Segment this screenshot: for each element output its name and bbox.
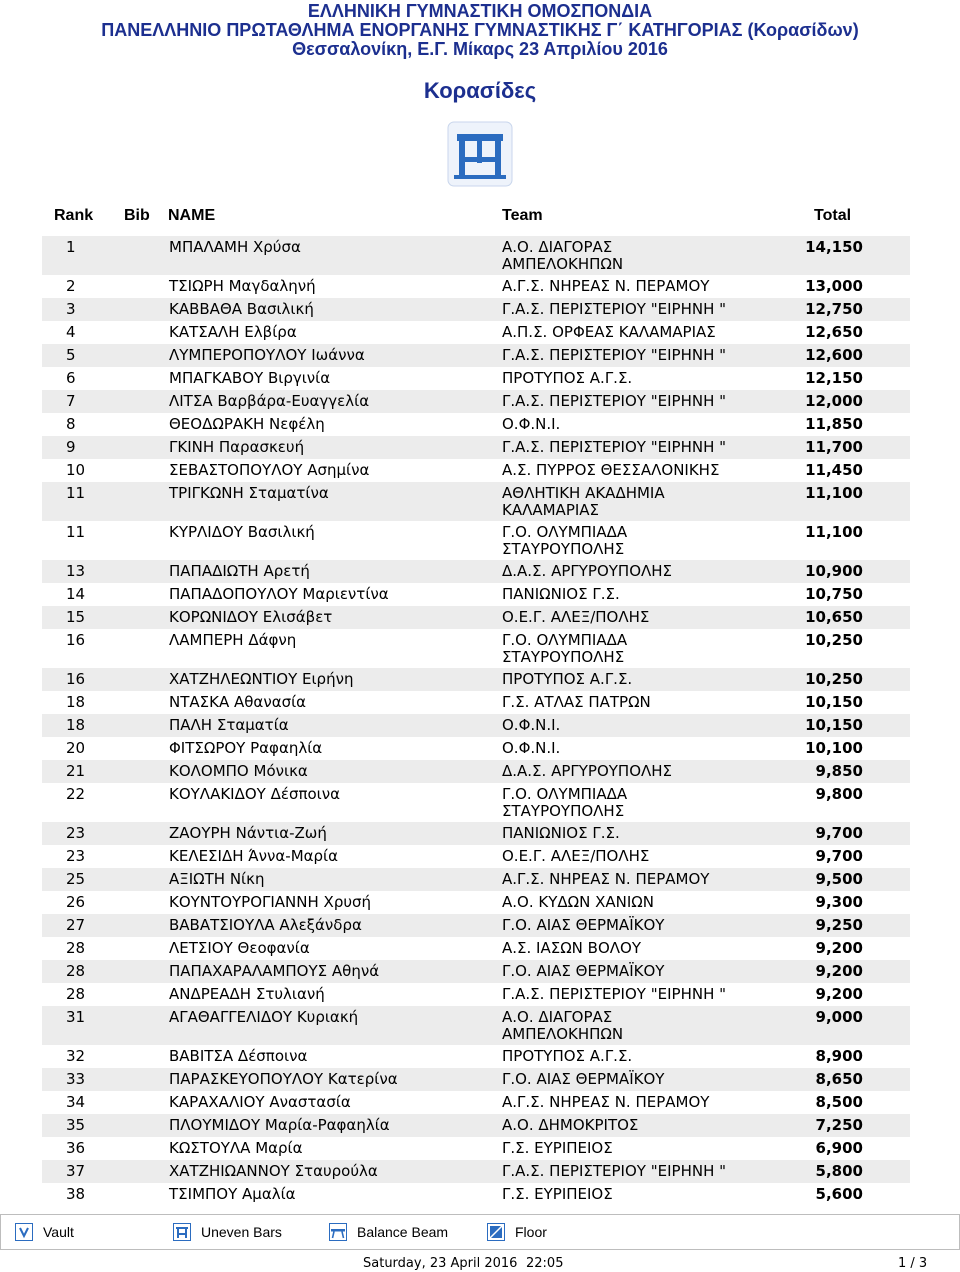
athlete-name-cell: ΠΑΠΑΔΙΩΤΗ Αρετή (169, 562, 310, 580)
team-line: ΠΡΟΤΥΠΟΣ Α.Γ.Σ. (502, 670, 633, 688)
team-line: Α.Σ. ΠΥΡΡΟΣ ΘΕΣΣΑΛΟΝΙΚΗΣ (502, 461, 720, 479)
team-cell (502, 563, 742, 580)
total-score-cell: 11,100 (805, 484, 863, 502)
team-line: Γ.Α.Σ. ΠΕΡΙΣΤΕΡΙΟΥ "ΕΙΡΗΝΗ " (502, 346, 727, 364)
team-line: ΑΜΠΕΛΟΚΗΠΩΝ (502, 255, 624, 273)
total-score-cell: 9,200 (815, 939, 863, 957)
athlete-name-cell: ΓΚΙΝΗ Παρασκευή (169, 438, 305, 456)
table-row (42, 845, 910, 868)
venue-date: Θεσσαλονίκη, Ε.Γ. Μίκαρς 23 Απριλίου 2016 (292, 39, 668, 59)
table-row (42, 1006, 910, 1045)
rank-cell: 7 (66, 392, 76, 410)
rank-cell: 1 (66, 238, 76, 256)
legend-label-balance-beam: Balance Beam (357, 1224, 449, 1240)
team-line: Α.Ο. ΔΙΑΓΟΡΑΣ (502, 1008, 613, 1026)
rank-cell: 28 (66, 962, 86, 980)
athlete-name-cell: ΒΑΒΑΤΣΙΟΥΛΑ Αλεξάνδρα (169, 916, 362, 934)
table-row (42, 783, 910, 822)
total-score-cell: 9,850 (815, 762, 863, 780)
table-row (42, 606, 910, 629)
team-line: Α.Ο. ΚΥΔΩΝ ΧΑΝΙΩΝ (502, 893, 654, 911)
team-line: Ο.Ε.Γ. ΑΛΕΞ/ΠΟΛΗΣ (502, 847, 650, 865)
rank-cell: 23 (66, 824, 86, 842)
team-line: Α.Σ. ΙΑΣΩΝ ΒΟΛΟΥ (502, 939, 641, 957)
total-score-cell: 14,150 (805, 238, 863, 256)
total-score-cell: 6,900 (815, 1139, 863, 1157)
athlete-name-cell: ΤΣΙΜΠΟΥ Αμαλία (169, 1185, 296, 1203)
team-cell (502, 393, 742, 410)
rank-cell: 4 (66, 323, 76, 341)
athlete-name-cell: ΠΑΠΑΧΑΡΑΛΑΜΠΟΥΣ Αθηνά (169, 962, 380, 980)
team-line: ΣΤΑΥΡΟΥΠΟΛΗΣ (502, 648, 625, 666)
total-score-cell: 9,250 (815, 916, 863, 934)
vault-icon (15, 1223, 33, 1241)
rank-cell: 37 (66, 1162, 86, 1180)
rank-cell: 35 (66, 1116, 86, 1134)
table-row (42, 1160, 910, 1183)
team-line: Α.Γ.Σ. ΝΗΡΕΑΣ Ν. ΠΕΡΑΜΟΥ (502, 1093, 710, 1111)
results-table (42, 236, 910, 1206)
team-line: ΑΘΛΗΤΙΚΗ ΑΚΑΔΗΜΙΑ (502, 484, 665, 502)
team-cell (502, 1117, 742, 1134)
footer-time: 22:05 (526, 1256, 564, 1271)
total-score-cell: 9,700 (815, 824, 863, 842)
team-line: Γ.Α.Σ. ΠΕΡΙΣΤΕΡΙΟΥ "ΕΙΡΗΝΗ " (502, 438, 727, 456)
table-row (42, 413, 910, 436)
total-score-cell: 13,000 (805, 277, 863, 295)
table-row (42, 822, 910, 845)
table-row (42, 629, 910, 668)
legend-label-uneven-bars: Uneven Bars (201, 1224, 282, 1240)
table-row (42, 344, 910, 367)
total-score-cell: 10,250 (805, 670, 863, 688)
athlete-name-cell: ΚΩΣΤΟΥΛΑ Μαρία (169, 1139, 303, 1157)
column-header-team: Team (502, 207, 543, 224)
rank-cell: 5 (66, 346, 76, 364)
athlete-name-cell: ΧΑΤΖΗΛΕΩΝΤΙΟΥ Ειρήνη (169, 670, 354, 688)
team-cell (502, 825, 742, 842)
team-line: Ο.Φ.Ν.Ι. (502, 716, 561, 734)
uneven-bars-large-icon (446, 120, 514, 188)
footer-page-number: 1 / 3 (898, 1256, 928, 1271)
team-line: Γ.Σ. ΑΤΛΑΣ ΠΑΤΡΩΝ (502, 693, 651, 711)
athlete-name-cell: ΚΥΡΛΙΔΟΥ Βασιλική (169, 523, 315, 541)
team-line: Γ.Ο. ΑΙΑΣ ΘΕΡΜΑΪΚΟΥ (502, 962, 665, 980)
total-score-cell: 12,750 (805, 300, 863, 318)
table-row (42, 482, 910, 521)
team-cell (502, 763, 742, 780)
total-score-cell: 8,500 (815, 1093, 863, 1111)
total-score-cell: 10,750 (805, 585, 863, 603)
rank-cell: 23 (66, 847, 86, 865)
rank-cell: 26 (66, 893, 86, 911)
athlete-name-cell: ΠΑΠΑΔΟΠΟΥΛΟΥ Μαριεντίνα (169, 585, 389, 603)
table-row (42, 737, 910, 760)
team-line: Α.Γ.Σ. ΝΗΡΕΑΣ Ν. ΠΕΡΑΜΟΥ (502, 870, 710, 888)
team-cell (502, 717, 742, 734)
team-cell (502, 871, 742, 888)
balance-beam-icon (329, 1223, 347, 1241)
athlete-name-cell: ΣΕΒΑΣΤΟΠΟΥΛΟΥ Ασημίνα (169, 461, 370, 479)
team-cell (502, 894, 742, 911)
uneven-bars-icon (173, 1223, 191, 1241)
team-line: Ο.Φ.Ν.Ι. (502, 739, 561, 757)
team-cell (502, 370, 742, 387)
team-line: Γ.Α.Σ. ΠΕΡΙΣΤΕΡΙΟΥ "ΕΙΡΗΝΗ " (502, 1162, 727, 1180)
total-score-cell: 11,450 (805, 461, 863, 479)
table-row (42, 760, 910, 783)
rank-cell: 16 (66, 631, 86, 649)
team-line: Γ.Ο. ΑΙΑΣ ΘΕΡΜΑΪΚΟΥ (502, 916, 665, 934)
rank-cell: 14 (66, 585, 86, 603)
table-row (42, 1137, 910, 1160)
table-row (42, 1183, 910, 1206)
rank-cell: 28 (66, 985, 86, 1003)
table-row (42, 459, 910, 482)
rank-cell: 18 (66, 693, 86, 711)
athlete-name-cell: ΚΑΡΑΧΑΛΙΟΥ Αναστασία (169, 1093, 351, 1111)
rank-cell: 25 (66, 870, 86, 888)
total-score-cell: 10,250 (805, 631, 863, 649)
rank-cell: 15 (66, 608, 86, 626)
total-score-cell: 10,150 (805, 693, 863, 711)
category-title: Κορασίδες (423, 78, 537, 103)
footer-date: Saturday, 23 April 2016 (363, 1256, 518, 1271)
apparatus-legend (0, 1214, 960, 1250)
legend-label-vault: Vault (43, 1224, 74, 1240)
team-line: Γ.Σ. ΕΥΡΙΠΕΙΟΣ (502, 1185, 613, 1203)
team-line: ΠΑΝΙΩΝΙΟΣ Γ.Σ. (502, 824, 620, 842)
team-cell (502, 632, 742, 666)
athlete-name-cell: ΧΑΤΖΗΙΩΑΝΝΟΥ Σταυρούλα (169, 1162, 378, 1180)
team-line: Γ.Α.Σ. ΠΕΡΙΣΤΕΡΙΟΥ "ΕΙΡΗΝΗ " (502, 300, 727, 318)
athlete-name-cell: ΚΟΥΝΤΟΥΡΟΓΙΑΝΝΗ Χρυσή (169, 893, 372, 911)
team-line: ΑΜΠΕΛΟΚΗΠΩΝ (502, 1025, 624, 1043)
team-cell (502, 1163, 742, 1180)
athlete-name-cell: ΑΝΔΡΕΑΔΗ Στυλιανή (169, 985, 325, 1003)
rank-cell: 21 (66, 762, 86, 780)
rank-cell: 11 (66, 484, 86, 502)
column-header-rank: Rank (54, 207, 94, 224)
athlete-name-cell: ΛΑΜΠΕΡΗ Δάφνη (169, 631, 297, 649)
team-line: Δ.Α.Σ. ΑΡΓΥΡΟΥΠΟΛΗΣ (502, 562, 673, 580)
total-score-cell: 11,700 (805, 438, 863, 456)
team-line: Γ.Ο. ΟΛΥΜΠΙΑΔΑ (502, 631, 628, 649)
table-row (42, 521, 910, 560)
table-row (42, 668, 910, 691)
athlete-name-cell: ΚΟΥΛΑΚΙΔΟΥ Δέσποινα (169, 785, 341, 803)
team-cell (502, 1048, 742, 1065)
rank-cell: 38 (66, 1185, 86, 1203)
team-line: Ο.Ε.Γ. ΑΛΕΞ/ΠΟΛΗΣ (502, 608, 650, 626)
team-line: Α.Γ.Σ. ΝΗΡΕΑΣ Ν. ΠΕΡΑΜΟΥ (502, 277, 710, 295)
total-score-cell: 12,600 (805, 346, 863, 364)
team-line: ΚΑΛΑΜΑΡΙΑΣ (502, 501, 600, 519)
table-row (42, 1045, 910, 1068)
team-cell (502, 324, 742, 341)
team-line: Γ.Α.Σ. ΠΕΡΙΣΤΕΡΙΟΥ "ΕΙΡΗΝΗ " (502, 392, 727, 410)
athlete-name-cell: ΚΑΤΣΑΛΗ Ελβίρα (169, 323, 297, 341)
rank-cell: 2 (66, 277, 76, 295)
rank-cell: 27 (66, 916, 86, 934)
team-cell (502, 1094, 742, 1111)
total-score-cell: 9,500 (815, 870, 863, 888)
team-line: Γ.Ο. ΟΛΥΜΠΙΑΔΑ (502, 523, 628, 541)
team-cell (502, 1186, 742, 1203)
table-row (42, 275, 910, 298)
athlete-name-cell: ΛΕΤΣΙΟΥ Θεοφανία (169, 939, 310, 957)
table-row (42, 983, 910, 1006)
table-row (42, 868, 910, 891)
total-score-cell: 9,800 (815, 785, 863, 803)
rank-cell: 10 (66, 461, 86, 479)
team-line: ΠΡΟΤΥΠΟΣ Α.Γ.Σ. (502, 1047, 633, 1065)
legend-label-floor: Floor (515, 1224, 547, 1240)
team-line: ΣΤΑΥΡΟΥΠΟΛΗΣ (502, 802, 625, 820)
table-row (42, 1068, 910, 1091)
total-score-cell: 12,000 (805, 392, 863, 410)
team-line: Α.Π.Σ. ΟΡΦΕΑΣ ΚΑΛΑΜΑΡΙΑΣ (502, 323, 716, 341)
team-cell (502, 963, 742, 980)
athlete-name-cell: ΠΑΛΗ Σταματία (169, 716, 289, 734)
total-score-cell: 12,650 (805, 323, 863, 341)
athlete-name-cell: ΖΑΟΥΡΗ Νάντια-Ζωή (169, 824, 327, 842)
athlete-name-cell: ΘΕΟΔΩΡΑΚΗ Νεφέλη (169, 415, 325, 433)
team-cell (502, 671, 742, 688)
team-line: ΠΑΝΙΩΝΙΟΣ Γ.Σ. (502, 585, 620, 603)
total-score-cell: 7,250 (815, 1116, 863, 1134)
rank-cell: 20 (66, 739, 86, 757)
table-row (42, 937, 910, 960)
rank-cell: 22 (66, 785, 86, 803)
total-score-cell: 11,850 (805, 415, 863, 433)
athlete-name-cell: ΤΡΙΓΚΩΝΗ Σταματίνα (169, 484, 329, 502)
team-line: Γ.Ο. ΟΛΥΜΠΙΑΔΑ (502, 785, 628, 803)
rank-cell: 3 (66, 300, 76, 318)
rank-cell: 34 (66, 1093, 86, 1111)
athlete-name-cell: ΠΑΡΑΣΚΕΥΟΠΟΥΛΟΥ Κατερίνα (169, 1070, 398, 1088)
federation-title: ΕΛΛΗΝΙΚΗ ΓΥΜΝΑΣΤΙΚΗ ΟΜΟΣΠΟΝΔΙΑ (307, 1, 653, 21)
rank-cell: 13 (66, 562, 86, 580)
rank-cell: 11 (66, 523, 86, 541)
column-header-name: NAME (168, 207, 216, 224)
athlete-name-cell: ΜΠΑΛΑΜΗ Χρύσα (169, 238, 301, 256)
total-score-cell: 10,650 (805, 608, 863, 626)
athlete-name-cell: ΚΟΡΩΝΙΔΟΥ Ελισάβετ (169, 608, 333, 626)
total-score-cell: 9,000 (815, 1008, 863, 1026)
column-header-total: Total (814, 207, 852, 224)
rank-cell: 18 (66, 716, 86, 734)
rank-cell: 33 (66, 1070, 86, 1088)
athlete-name-cell: ΑΞΙΩΤΗ Νίκη (169, 870, 265, 888)
team-cell (502, 786, 742, 820)
team-cell (502, 986, 742, 1003)
table-row (42, 583, 910, 606)
table-row (42, 960, 910, 983)
athlete-name-cell: ΤΣΙΩΡΗ Μαγδαληνή (169, 277, 316, 295)
team-cell (502, 347, 742, 364)
total-score-cell: 8,900 (815, 1047, 863, 1065)
floor-icon (487, 1223, 505, 1241)
table-row (42, 321, 910, 344)
total-score-cell: 10,150 (805, 716, 863, 734)
team-cell (502, 740, 742, 757)
athlete-name-cell: ΛΙΤΣΑ Βαρβάρα-Ευαγγελία (169, 392, 370, 410)
team-line: Γ.Α.Σ. ΠΕΡΙΣΤΕΡΙΟΥ "ΕΙΡΗΝΗ " (502, 985, 727, 1003)
table-row (42, 1091, 910, 1114)
team-line: ΠΡΟΤΥΠΟΣ Α.Γ.Σ. (502, 369, 633, 387)
total-score-cell: 11,100 (805, 523, 863, 541)
team-cell (502, 848, 742, 865)
total-score-cell: 10,100 (805, 739, 863, 757)
team-line: Ο.Φ.Ν.Ι. (502, 415, 561, 433)
rank-cell: 8 (66, 415, 76, 433)
team-line: Δ.Α.Σ. ΑΡΓΥΡΟΥΠΟΛΗΣ (502, 762, 673, 780)
team-cell (502, 524, 742, 558)
team-line: Α.Ο. ΔΗΜΟΚΡΙΤΟΣ (502, 1116, 639, 1134)
total-score-cell: 8,650 (815, 1070, 863, 1088)
team-cell (502, 1009, 742, 1043)
team-cell (502, 1140, 742, 1157)
total-score-cell: 5,800 (815, 1162, 863, 1180)
team-cell (502, 694, 742, 711)
athlete-name-cell: ΦΙΤΣΩΡΟΥ Ραφαηλία (169, 739, 323, 757)
athlete-name-cell: ΜΠΑΓΚΑΒΟΥ Βιργινία (169, 369, 331, 387)
team-cell (502, 439, 742, 456)
team-cell (502, 416, 742, 433)
table-row (42, 436, 910, 459)
table-row (42, 714, 910, 737)
team-line: Γ.Σ. ΕΥΡΙΠΕΙΟΣ (502, 1139, 613, 1157)
total-score-cell: 9,200 (815, 962, 863, 980)
team-cell (502, 940, 742, 957)
rank-cell: 6 (66, 369, 76, 387)
team-cell (502, 917, 742, 934)
rank-cell: 9 (66, 438, 76, 456)
table-row (42, 236, 910, 275)
table-row (42, 891, 910, 914)
team-cell (502, 239, 742, 273)
athlete-name-cell: ΚΕΛΕΣΙΔΗ Άννα-Μαρία (169, 847, 339, 865)
table-row (42, 298, 910, 321)
team-cell (502, 586, 742, 603)
total-score-cell: 5,600 (815, 1185, 863, 1203)
athlete-name-cell: ΒΑΒΙΤΣΑ Δέσποινα (169, 1047, 308, 1065)
table-row (42, 1114, 910, 1137)
athlete-name-cell: ΠΛΟΥΜΙΔΟΥ Μαρία-Ραφαηλία (169, 1116, 390, 1134)
team-cell (502, 609, 742, 626)
athlete-name-cell: ΚΑΒΒΑΘΑ Βασιλική (169, 300, 314, 318)
team-cell (502, 278, 742, 295)
athlete-name-cell: ΝΤΑΣΚΑ Αθανασία (169, 693, 307, 711)
team-cell (502, 485, 742, 519)
column-header-bib: Bib (124, 207, 150, 224)
team-cell (502, 1071, 742, 1088)
table-row (42, 390, 910, 413)
athlete-name-cell: ΛΥΜΠΕΡΟΠΟΥΛΟΥ Ιωάννα (169, 346, 365, 364)
table-row (42, 560, 910, 583)
rank-cell: 32 (66, 1047, 86, 1065)
rank-cell: 28 (66, 939, 86, 957)
athlete-name-cell: ΑΓΑΘΑΓΓΕΛΙΔΟΥ Κυριακή (169, 1008, 359, 1026)
rank-cell: 36 (66, 1139, 86, 1157)
total-score-cell: 10,900 (805, 562, 863, 580)
team-cell (502, 301, 742, 318)
table-row (42, 367, 910, 390)
team-line: ΣΤΑΥΡΟΥΠΟΛΗΣ (502, 540, 625, 558)
championship-title: ΠΑΝΕΛΛΗΝΙΟ ΠΡΩΤΑΘΛΗΜΑ ΕΝΟΡΓΑΝΗΣ ΓΥΜΝΑΣΤΙΚΗΣ Γ΄ ΚΑΤΗΓΟΡΙΑΣ (Κορασίδων) (101, 20, 859, 40)
total-score-cell: 9,300 (815, 893, 863, 911)
athlete-name-cell: ΚΟΛΟΜΠΟ Μόνικα (169, 762, 308, 780)
table-row (42, 914, 910, 937)
total-score-cell: 9,700 (815, 847, 863, 865)
rank-cell: 16 (66, 670, 86, 688)
team-cell (502, 462, 742, 479)
team-line: Γ.Ο. ΑΙΑΣ ΘΕΡΜΑΪΚΟΥ (502, 1070, 665, 1088)
rank-cell: 31 (66, 1008, 86, 1026)
total-score-cell: 9,200 (815, 985, 863, 1003)
total-score-cell: 12,150 (805, 369, 863, 387)
team-line: Α.Ο. ΔΙΑΓΟΡΑΣ (502, 238, 613, 256)
table-row (42, 691, 910, 714)
